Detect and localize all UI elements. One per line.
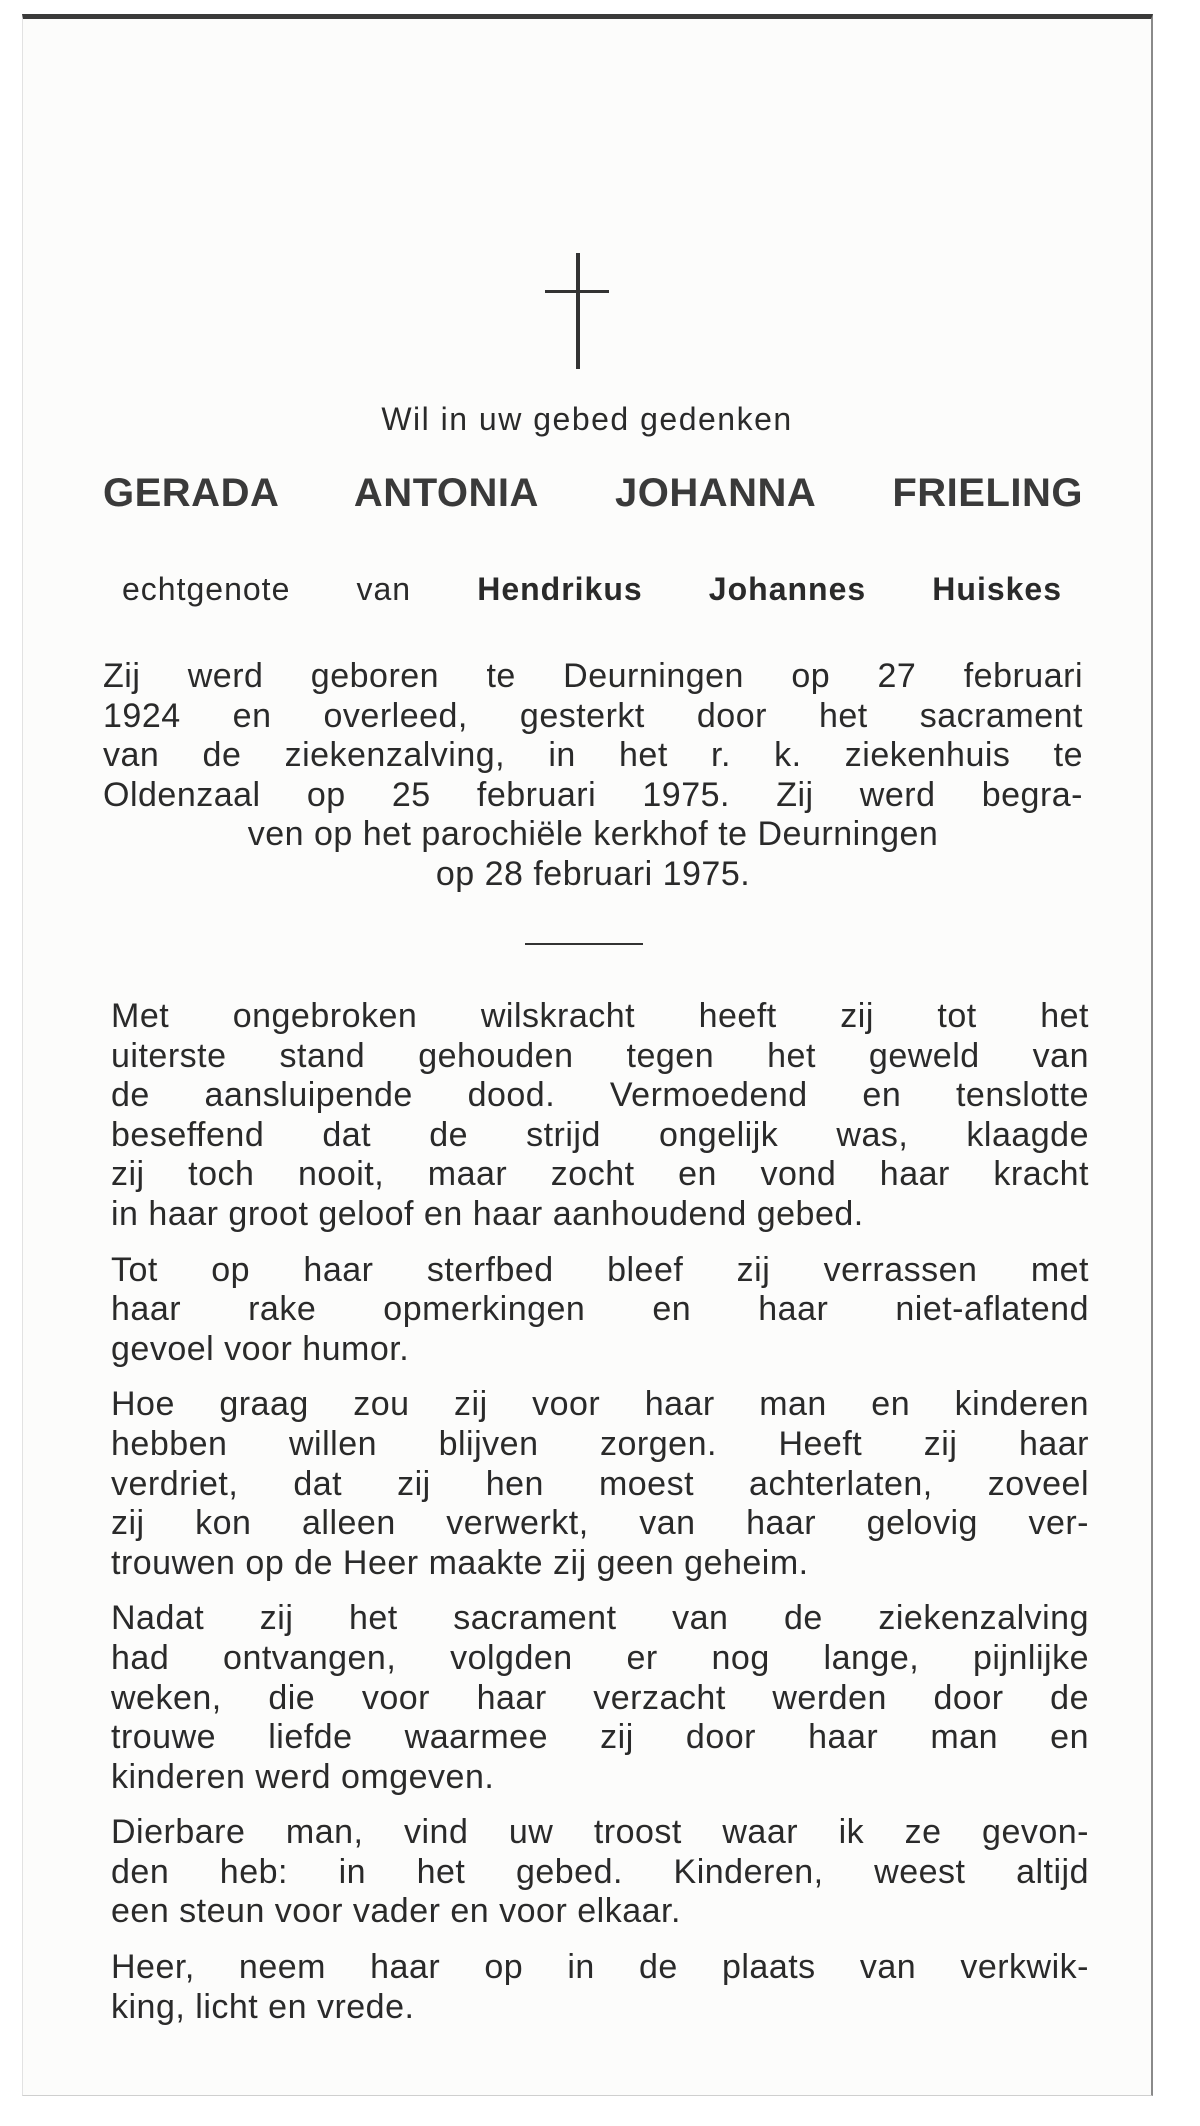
text-line: de aansluipende dood. Vermoedend en tenslotte (111, 1076, 1089, 1115)
spouse-prefix: echtgenote van (122, 571, 412, 607)
text-line: op 28 februari 1975. (435, 854, 751, 893)
text-line: had ontvangen, volgden er nog lange, pijnlijke (111, 1638, 1089, 1677)
text-line: Zij werd geboren te Deurningen op 27 februari (103, 657, 1083, 695)
text-line: Met ongebroken wilskracht heeft zij tot het (111, 997, 1089, 1035)
biography-paragraph (103, 657, 1083, 895)
text-line: Nadat zij het sacrament van de ziekenzalving (111, 1599, 1089, 1638)
text-line: Oldenzaal op 25 februari 1975. Zij werd begra- (103, 775, 1083, 814)
text-line: beseffend dat de strijd ongelijk was, klaagde (111, 1115, 1089, 1154)
text-line: uiterste stand gehouden tegen het geweld van (111, 1036, 1089, 1075)
text-line: king, licht en vrede. (111, 1987, 415, 2026)
paragraph (111, 1251, 1089, 1370)
text-line: kinderen werd omgeven. (111, 1757, 495, 1796)
cross-icon-bar (545, 290, 609, 293)
text-line: van de ziekenzalving, in het r. k. ziekenhuis te (103, 736, 1083, 775)
cross-icon (576, 253, 580, 369)
text-line: 1924 en overleed, gesterkt door het sacrament (103, 696, 1083, 735)
text-line: den heb: in het gebed. Kinderen, weest altijd (111, 1852, 1089, 1891)
text-line: weken, die voor haar verzacht werden door de (111, 1678, 1089, 1717)
text-line: Heer, neem haar op in de plaats van verkwik- (111, 1948, 1089, 1987)
text-line: trouwen op de Heer maakte zij geen geheim. (111, 1543, 809, 1582)
text-line: een steun voor vader en voor elkaar. (111, 1892, 681, 1931)
text-line: Dierbare man, vind uw troost waar ik ze gevon- (111, 1813, 1089, 1852)
text-line: trouwe liefde waarmee zij door haar man en (111, 1718, 1089, 1757)
text-line: verdriet, dat zij hen moest achterlaten, zoveel (111, 1464, 1089, 1503)
text-line: gevoel voor humor. (111, 1329, 410, 1368)
divider (525, 943, 643, 945)
text-line: Hoe graag zou zij voor haar man en kinderen (111, 1385, 1089, 1424)
paragraph (111, 1599, 1089, 1797)
spouse-line (122, 571, 1062, 608)
prayer-heading: Wil in uw gebed gedenken (381, 401, 793, 437)
text-line: zij toch nooit, maar zocht en vond haar kracht (111, 1155, 1089, 1194)
text-line: ven op het parochiële kerkhof te Deurningen (247, 815, 939, 854)
paragraph (111, 1813, 1089, 1932)
deceased-name: GERADA ANTONIA JOHANNA FRIELING (103, 471, 1083, 515)
text-line: zij kon alleen verwerkt, van haar gelovig ver- (111, 1504, 1089, 1543)
text-line: haar rake opmerkingen en haar niet-aflatend (111, 1290, 1089, 1329)
spouse-name: Hendrikus Johannes Huiskes (477, 571, 1063, 607)
paragraph (111, 1385, 1089, 1583)
paragraph (111, 997, 1089, 1235)
memorial-card (22, 14, 1153, 2096)
text-line: hebben willen blijven zorgen. Heeft zij haar (111, 1424, 1089, 1463)
paragraph (111, 1948, 1089, 2027)
text-line: in haar groot geloof en haar aanhoudend gebed. (111, 1194, 864, 1233)
memorial-text (111, 997, 1089, 2043)
text-line: Tot op haar sterfbed bleef zij verrassen met (111, 1250, 1089, 1289)
